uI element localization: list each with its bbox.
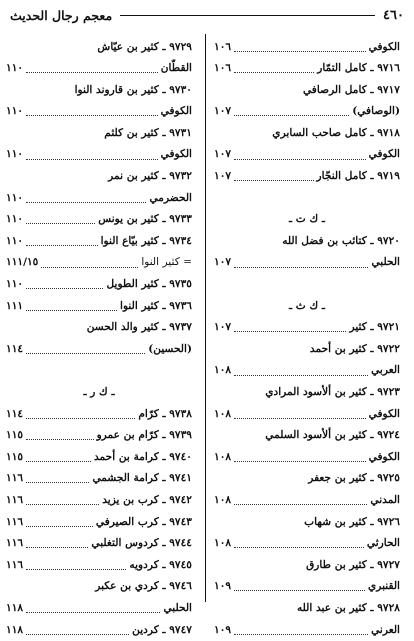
index-entry <box>6 166 192 188</box>
index-entry <box>6 230 192 252</box>
section-heading-text: ـ ك ت ـ <box>289 213 325 226</box>
column-divider <box>205 34 206 602</box>
leader-dots <box>26 438 93 440</box>
index-entry <box>214 403 400 425</box>
index-entry <box>6 252 192 274</box>
entry-text: ٩٧٣٥ ـ كثير الطويل <box>106 278 192 291</box>
entry-text: ٩٧٤٤ ـ كردوس التغلبي <box>91 537 192 550</box>
entry-text: الحضرمي <box>149 191 192 204</box>
entry-page-number: ١١١ <box>6 299 24 312</box>
entry-page-number: ١٠٩ <box>214 623 232 636</box>
index-entry <box>214 382 400 404</box>
entry-text: ٩٧٢٨ ـ كثير بن عبد الله <box>296 601 400 614</box>
blank-line <box>214 274 400 296</box>
entry-page-number: ١٠٨ <box>214 364 232 377</box>
index-entry <box>214 36 400 58</box>
index-entry <box>214 489 400 511</box>
entry-page-number: ١١٠ <box>6 191 24 204</box>
index-entry <box>214 360 400 382</box>
entry-text: القنبري <box>367 580 400 593</box>
leader-dots <box>234 546 364 548</box>
entry-page-number: ١٠٧ <box>214 256 232 269</box>
index-entry <box>6 187 192 209</box>
entry-page-number: ١١٠ <box>6 234 24 247</box>
entry-text: ٩٧١٨ ـ كامل صاحب السابري <box>272 126 400 139</box>
index-entry <box>6 338 192 360</box>
leader-dots <box>26 481 89 483</box>
entry-page-number: ١١٦ <box>6 472 24 485</box>
entry-page-number: ١١٨ <box>6 623 24 636</box>
section-heading <box>6 382 192 404</box>
leader-dots <box>26 222 95 224</box>
entry-text: ٩٧٢٩ ـ كثير بن عيّاش <box>97 40 192 53</box>
leader-dots <box>234 503 367 505</box>
entry-page-number: ١١٤ <box>6 407 24 420</box>
index-entry <box>6 403 192 425</box>
entry-text: ٩٧٢٦ ـ كثير بن شهاب <box>304 515 400 528</box>
entry-page-number: ١٠٦ <box>214 62 232 75</box>
entry-text: ٩٧٤٥ ـ كردويه <box>129 558 192 571</box>
entry-text: ٩٧٣٧ ـ كثير والد الحسن <box>86 321 192 334</box>
leader-dots <box>26 201 146 203</box>
leader-dots <box>26 71 158 73</box>
entry-page-number: ١١٠ <box>6 105 24 118</box>
index-entry <box>214 468 400 490</box>
entry-text: ٩٧٢٣ ـ كثير بن ألأسود المرادي <box>265 386 400 398</box>
leader-dots <box>26 503 99 505</box>
left-column <box>6 36 192 641</box>
entry-text: الكوفي <box>368 407 400 420</box>
leader-dots <box>234 589 365 591</box>
index-entry <box>6 144 192 166</box>
entry-page-number: ١٠٨ <box>214 537 232 550</box>
entry-page-number: ١١١/١٥ <box>6 256 39 269</box>
entry-text: ٩٧٣١ ـ كثير بن كلثم <box>104 126 192 139</box>
index-entry <box>214 230 400 252</box>
leader-dots <box>41 266 138 268</box>
leader-dots <box>26 611 160 613</box>
leader-dots <box>234 179 313 181</box>
entry-text: الكوفي <box>368 40 400 53</box>
index-entry <box>6 274 192 296</box>
leader-dots <box>234 114 349 116</box>
entry-page-number: ١٠٨ <box>214 493 232 506</box>
index-entry <box>6 468 192 490</box>
leader-dots <box>234 71 314 73</box>
leader-dots <box>26 158 158 160</box>
entry-text: = كثير النوا <box>141 256 192 269</box>
entry-text: العربي <box>371 364 400 377</box>
entry-text: ٩٧٤٠ ـ كرامة بن أحمد <box>94 450 192 463</box>
leader-dots <box>26 114 158 116</box>
entry-text: ٩٧٤٢ ـ كرب بن يزيد <box>102 493 192 506</box>
entry-page-number: ١٠٦ <box>214 40 232 53</box>
index-entry <box>6 597 192 619</box>
leader-dots <box>234 374 368 376</box>
entry-text: الكوفي <box>368 450 400 463</box>
entry-page-number: ١١٦ <box>6 537 24 550</box>
header-rule <box>120 15 375 16</box>
leader-dots <box>26 352 145 354</box>
index-entry <box>6 58 192 80</box>
entry-page-number: ١١٦ <box>6 558 24 571</box>
index-entry <box>6 209 192 231</box>
index-entry <box>6 576 192 598</box>
index-entry <box>214 511 400 533</box>
section-heading-text: ـ ك ث ـ <box>289 299 325 312</box>
leader-dots <box>234 417 366 419</box>
section-heading <box>214 209 400 231</box>
index-entry <box>6 425 192 447</box>
entry-text: ٩٧٢٥ ـ كثير بن جعفر <box>308 472 400 485</box>
index-entry <box>214 619 400 641</box>
leader-dots <box>234 460 366 462</box>
entry-text: ٩٧١٩ ـ كامل النجّار <box>316 170 400 183</box>
index-entry <box>6 619 192 641</box>
entry-text: (الحسين) <box>148 342 192 355</box>
leader-dots <box>26 460 91 462</box>
index-entry <box>214 101 400 123</box>
leader-dots <box>234 330 346 332</box>
index-entry <box>6 295 192 317</box>
entry-text: ٩٧٣٤ ـ كثير بيّاع النوا <box>100 234 192 247</box>
entry-text: ٩٧٤٧ ـ كردين <box>132 623 192 636</box>
leader-dots <box>234 266 368 268</box>
index-entry <box>6 122 192 144</box>
leader-dots <box>26 546 88 548</box>
leader-dots <box>26 417 135 419</box>
index-entry <box>214 446 400 468</box>
leader-dots <box>26 633 129 635</box>
leader-dots <box>26 287 103 289</box>
leader-dots <box>234 158 366 160</box>
entry-text: (الوصافي) <box>352 105 400 118</box>
index-entry <box>214 166 400 188</box>
entry-text: ٩٧١٦ ـ كامل التمّار <box>317 62 400 75</box>
leader-dots <box>26 244 98 246</box>
section-heading <box>214 295 400 317</box>
entry-page-number: ١١٠ <box>6 62 24 75</box>
entry-page-number: ١٠٧ <box>214 321 232 334</box>
entry-text: ٩٧٢١ ـ كثير <box>349 321 400 334</box>
page-number: ٤٦٠ <box>383 7 404 23</box>
entry-text: ٩٧٣٠ ـ كثير بن قاروند النوا <box>74 83 192 96</box>
entry-page-number: ١٠٧ <box>214 148 232 161</box>
index-entry <box>6 317 192 339</box>
entry-text: ٩٧٢٠ ـ كتائب بن فضل الله <box>282 234 400 247</box>
blank-line <box>6 360 192 382</box>
entry-text: ٩٧٣٩ ـ كرّام بن عمرو <box>96 429 192 442</box>
entry-page-number: ١١٨ <box>6 601 24 614</box>
index-entry <box>6 554 192 576</box>
entry-page-number: ١١٦ <box>6 493 24 506</box>
entry-text: الحارثي <box>366 537 400 550</box>
index-entry <box>214 122 400 144</box>
index-entry <box>6 446 192 468</box>
entry-text: ٩٧٣٨ ـ كرّام <box>138 407 192 420</box>
entry-page-number: ١٠٧ <box>214 170 232 183</box>
entry-page-number: ١١٥ <box>6 450 24 463</box>
index-entry <box>214 317 400 339</box>
entry-page-number: ١١٠ <box>6 278 24 291</box>
entry-page-number: ١٠٨ <box>214 407 232 420</box>
entry-page-number: ١١٤ <box>6 342 24 355</box>
index-entry <box>6 489 192 511</box>
entry-text: القطّان <box>160 62 192 75</box>
entry-text: العرني <box>371 623 400 636</box>
entry-text: ٩٧٣٢ ـ كثير بن نمر <box>108 170 192 183</box>
entry-text: ٩٧٤٣ ـ كرب الصيرفي <box>95 515 192 528</box>
entry-page-number: ١٠٨ <box>214 450 232 463</box>
leader-dots <box>26 525 93 527</box>
entry-text: ٩٧٢٧ ـ كثير بن طارق <box>306 558 400 571</box>
index-entry <box>214 533 400 555</box>
entry-page-number: ١١٠ <box>6 213 24 226</box>
index-entry <box>6 101 192 123</box>
index-entry <box>214 554 400 576</box>
leader-dots <box>26 309 117 311</box>
leader-dots <box>26 568 126 570</box>
entry-text: ٩٧٢٤ ـ كثير بن ألأسود السلمي <box>265 429 400 442</box>
entry-page-number: ١٠٩ <box>214 580 232 593</box>
entry-text: ٩٧٣٣ ـ كثير بن يونس <box>98 213 192 226</box>
index-entry <box>214 576 400 598</box>
entry-text: الكوفي <box>160 105 192 118</box>
index-entry <box>214 144 400 166</box>
entry-text: ٩٧١٧ ـ كامل الرصافي <box>302 83 400 96</box>
index-entry <box>6 36 192 58</box>
index-entry <box>6 511 192 533</box>
index-entry <box>214 58 400 80</box>
book-title: معجم رجال الحديث <box>10 7 113 23</box>
entry-text: الحلبي <box>371 256 400 269</box>
leader-dots <box>234 50 366 52</box>
entry-page-number: ١١٦ <box>6 515 24 528</box>
entry-text: الكوفي <box>368 148 400 161</box>
index-entry <box>214 79 400 101</box>
leader-dots <box>234 633 368 635</box>
right-column <box>214 36 400 641</box>
page-header <box>10 4 404 26</box>
entry-text: المدني <box>370 493 400 506</box>
entry-text: ٩٧٣٦ ـ كثير النوا <box>120 299 192 312</box>
entry-page-number: ١٠٧ <box>214 105 232 118</box>
section-heading-text: ـ ك ر ـ <box>83 386 115 398</box>
index-entry <box>6 533 192 555</box>
index-entry <box>214 338 400 360</box>
entry-text: ٩٧٤٦ ـ كردي بن عكبر <box>95 580 192 593</box>
entry-text: ٩٧٢٢ ـ كثير بن أحمد <box>309 342 400 355</box>
entry-text: ٩٧٤١ ـ كرامة الجشمي <box>92 472 192 485</box>
entry-text: الكوفي <box>160 148 192 161</box>
index-entry <box>214 425 400 447</box>
entry-page-number: ١١٠ <box>6 148 24 161</box>
blank-line <box>214 187 400 209</box>
entry-text: الحلبي <box>163 601 192 614</box>
entry-page-number: ١١٥ <box>6 429 24 442</box>
index-entry <box>214 597 400 619</box>
index-entry <box>214 252 400 274</box>
index-entry <box>6 79 192 101</box>
